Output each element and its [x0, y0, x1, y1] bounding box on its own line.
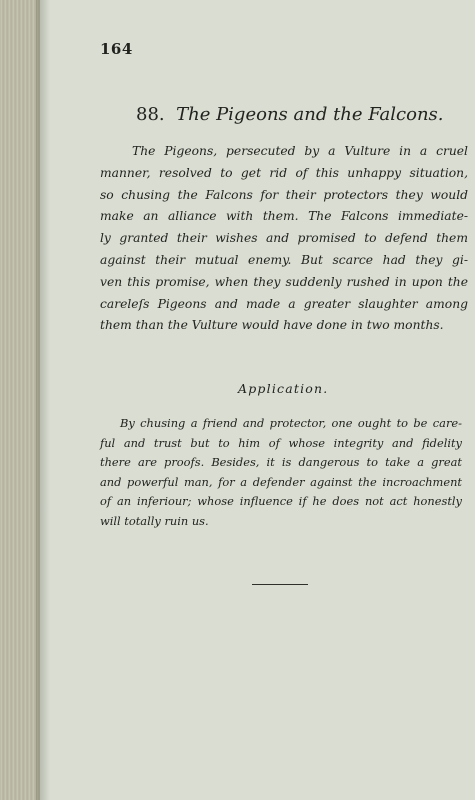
- page-text-area: [52, 0, 472, 800]
- fable-line: careleſs Pigeons and made a greater slaughter among: [100, 296, 468, 311]
- application-heading: Application.: [238, 381, 329, 396]
- fable-title-text: The Pigeons and the Falcons.: [176, 104, 444, 125]
- application-line: ful and trust but to him of whose integrity and fidelity: [100, 435, 462, 450]
- fable-line: ven this promise, when they suddenly rushed in upon the: [100, 274, 468, 289]
- fable-line: make an alliance with them. The Falcons immediate-: [100, 209, 468, 224]
- fable-line: against their mutual enemy. But scarce had they gi-: [100, 252, 468, 267]
- application-line: By chusing a friend and protector, one ought to be care-: [120, 416, 462, 430]
- fable-number: 88.: [136, 104, 165, 125]
- fable-line: so chusing the Falcons for their protectors they would: [100, 187, 468, 202]
- spine-shadow: [36, 0, 50, 800]
- fable-line: The Pigeons, persecuted by a Vulture in a cruel: [132, 144, 468, 158]
- closing-rule: [252, 584, 308, 585]
- application-line: there are proofs. Besides, it is dangerous to take a great: [100, 455, 462, 470]
- application-line: and powerful man, for a defender against the incroachment: [100, 474, 462, 489]
- fable-body: [100, 141, 468, 337]
- application-body: [100, 414, 462, 532]
- fable-line: them than the Vulture would have done in two months.: [100, 318, 444, 333]
- application-line: will totally ruin us.: [100, 513, 209, 528]
- fable-line: manner, resolved to get rid of this unhappy situation,: [100, 165, 468, 180]
- fable-title: [136, 104, 444, 125]
- page-number: 164: [100, 40, 133, 58]
- page-edges: [0, 0, 40, 800]
- application-line: of an inferiour; whose influence if he does not act honestly: [100, 494, 462, 509]
- fable-line: ly granted their wishes and promised to defend them: [100, 231, 468, 246]
